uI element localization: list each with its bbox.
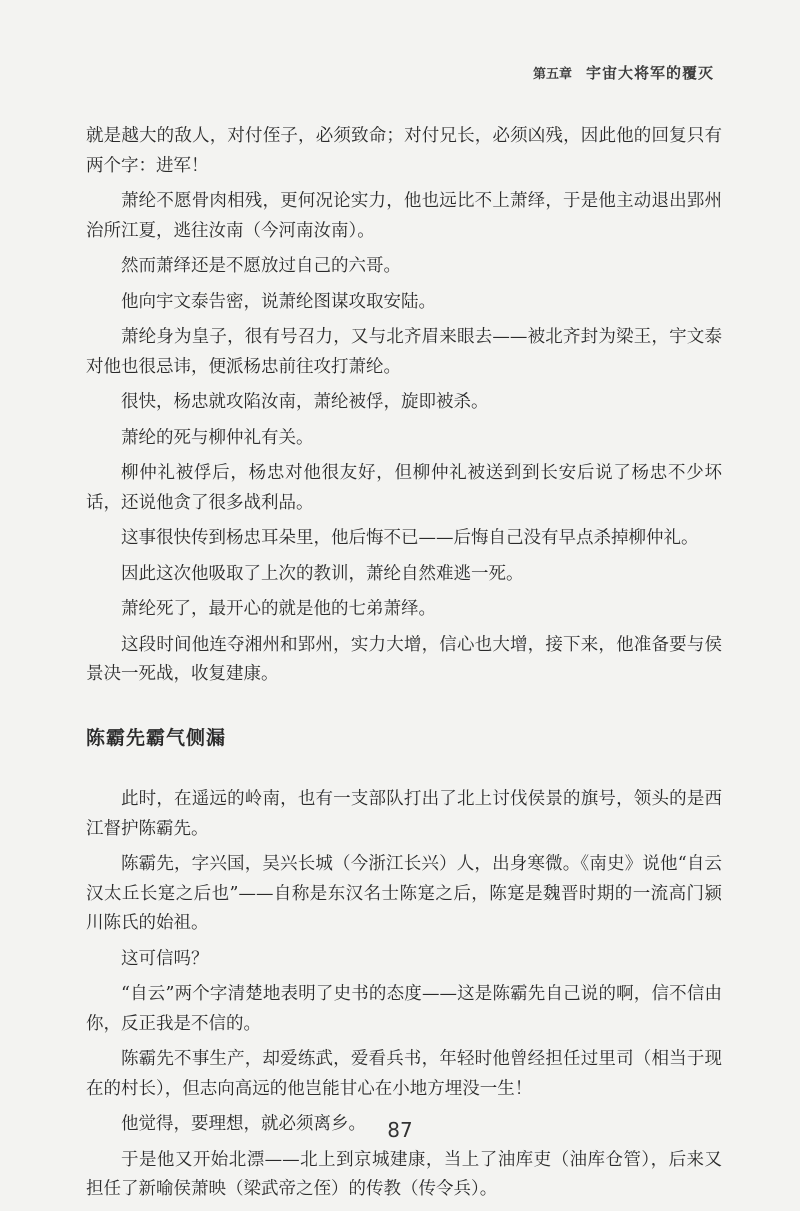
chapter-title: 宇宙大将军的覆灭 [585,64,714,82]
paragraph: 萧纶不愿骨肉相残，更何况论实力，他也远比不上萧绎，于是他主动退出郢州治所江夏，逃往汝南（今河南汝南）。 [86,191,722,241]
body-text [86,122,722,1211]
paragraph: 萧纶死了，最开心的就是他的七弟萧绎。 [121,599,436,619]
paragraph: 这事很快传到杨忠耳朵里，他后悔不已——后悔自己没有早点杀掉柳仲礼。 [121,528,699,548]
paragraph: 他觉得，要理想，就必须离乡。 [121,1114,366,1134]
paragraph: 然而萧绎还是不愿放过自己的六哥。 [121,256,401,276]
paragraph: 因此这次他吸取了上次的教训，萧纶自然难逃一死。 [121,563,524,584]
paragraph: 陈霸先，字兴国，吴兴长城（今浙江长兴）人，出身寒微。《南史》说他“自云汉太丘长寔之后也”——自称是东汉名士陈寔之后，陈寔是魏晋时期的一流高门颍川陈氏的始祖。 [86,854,722,933]
paragraph: 于是他又开始北漂——北上到京城建康，当上了油库吏（油库仓管），后来又担任了新喻侯萧映（梁武帝之侄）的传教（传令兵）。 [86,1149,722,1199]
paragraph: 就是越大的敌人，对付侄子，必须致命；对付兄长，必须凶残，因此他的回复只有两个字：进军！ [86,126,722,176]
paragraph: 陈霸先不事生产，却爱练武，爱看兵书，年轻时他曾经担任过里司（相当于现在的村长），但志向高远的他岂能甘心在小地方埋没一生！ [86,1049,722,1099]
page-number: 87 [387,1118,413,1142]
paragraph: 很快，杨忠就攻陷汝南，萧纶被俘，旋即被杀。 [121,392,489,412]
paragraph: 这可信吗？ [121,948,209,969]
paragraph: 此时，在遥远的岭南，也有一支部队打出了北上讨伐侯景的旗号，领头的是西江督护陈霸先。 [86,789,722,839]
paragraph: 萧纶身为皇子，很有号召力，又与北齐眉来眼去——被北齐封为梁王，宇文泰对他也很忌讳，便派杨忠前往攻打萧纶。 [86,327,722,377]
paragraph: “自云”两个字清楚地表明了史书的态度——这是陈霸先自己说的啊，信不信由你，反正我是不信的。 [86,984,722,1034]
paragraph: 他向宇文泰告密，说萧纶图谋攻取安陆。 [121,291,436,312]
running-header [533,62,714,83]
chapter-label: 第五章 [532,67,572,82]
paragraph: 萧纶的死与柳仲礼有关。 [121,427,314,448]
section-heading: 陈霸先霸气侧漏 [86,726,227,749]
paragraph: 这段时间他连夺湘州和郢州，实力大增，信心也大增，接下来，他准备要与侯景决一死战，收复建康。 [86,634,722,684]
paragraph: 柳仲礼被俘后，杨忠对他很友好，但柳仲礼被送到到长安后说了杨忠不少坏话，还说他贪了很多战利品。 [86,463,722,513]
